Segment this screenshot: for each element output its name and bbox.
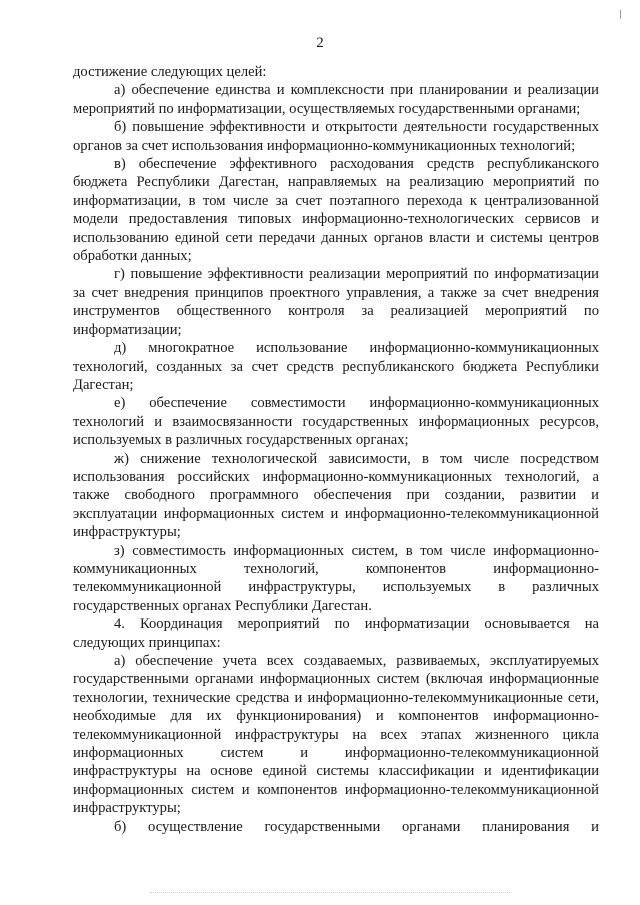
paragraph-principle-b: б) осуществление государственными органами планирования и [114, 818, 599, 835]
paragraph-section-4: 4. Координация мероприятий по информатизации основывается на следующих принципах: [73, 616, 599, 651]
paragraph-goal-e: е) обеспечение совместимости информационно-коммуникационных технологий и взаимосвязанности государственных информационных ресурсов, используемых в различных государственных органах; [73, 395, 599, 449]
paragraph-goal-b: б) повышение эффективности и открытости деятельности государственных органов за счет использования информационно-коммуникационных технологий; [73, 119, 599, 154]
paragraph-principle-a: а) обеспечение учета всех создаваемых, развиваемых, эксплуатируемых государственными органами информационных систем (включая информационные технологии, технические средства и информационно-телекоммуникационные сети, необходимые для их функционирования) и компонентов информационно-телекоммуникационной инфраструктуры на всех этапах жизненного цикла информационных систем и информационно-телекоммуникационной инфраструктуры на основе единой системы классификации и идентификации информационных систем и компонентов информационно-телекоммуникационной инфраструктуры; [73, 653, 599, 817]
paragraph-goal-zh: ж) снижение технологической зависимости, в том числе посредством использования российских информационно-коммуникационных технологий, а также свободного программного обеспечения при создании, развитии и эксплуатации информационных систем и информационно-телекоммуникационной инфраструктуры; [73, 450, 599, 541]
document-body [73, 63, 599, 836]
scan-edge [150, 892, 510, 894]
paragraph-intro: достижение следующих целей: [73, 64, 267, 80]
paragraph-goal-g: г) повышение эффективности реализации мероприятий по информатизации за счет внедрения принципов проектного управления, а также за счет внедрения инструментов общественного контроля за реализацией мероприятий по информатизации; [73, 266, 599, 338]
page-number: 2 [316, 35, 324, 51]
paragraph-goal-a: а) обеспечение единства и комплексности при планировании и реализации мероприятий по информатизации, осуществляемых государственными органами; [73, 82, 599, 117]
scan-mark [620, 10, 621, 19]
paragraph-goal-d: д) многократное использование информационно-коммуникационных технологий, созданных за счет средств республиканского бюджета Республики Дагестан; [73, 340, 599, 393]
paragraph-goal-v: в) обеспечение эффективного расходования средств республиканского бюджета Республики Дагестан, направляемых на реализацию мероприятий по информатизации, в том числе за счет поэтапного перехода к централизованной модели предоставления типовых информационно-технологических сервисов и использованию единой сети передачи данных органов власти и системы центров обработки данных; [73, 156, 599, 265]
paragraph-goal-z: з) совместимость информационных систем, в том числе информационно-коммуникационных технологий, компонентов информационно-телекоммуникационной инфраструктуры, используемых в различных государственных органах Республики Дагестан. [73, 542, 599, 614]
